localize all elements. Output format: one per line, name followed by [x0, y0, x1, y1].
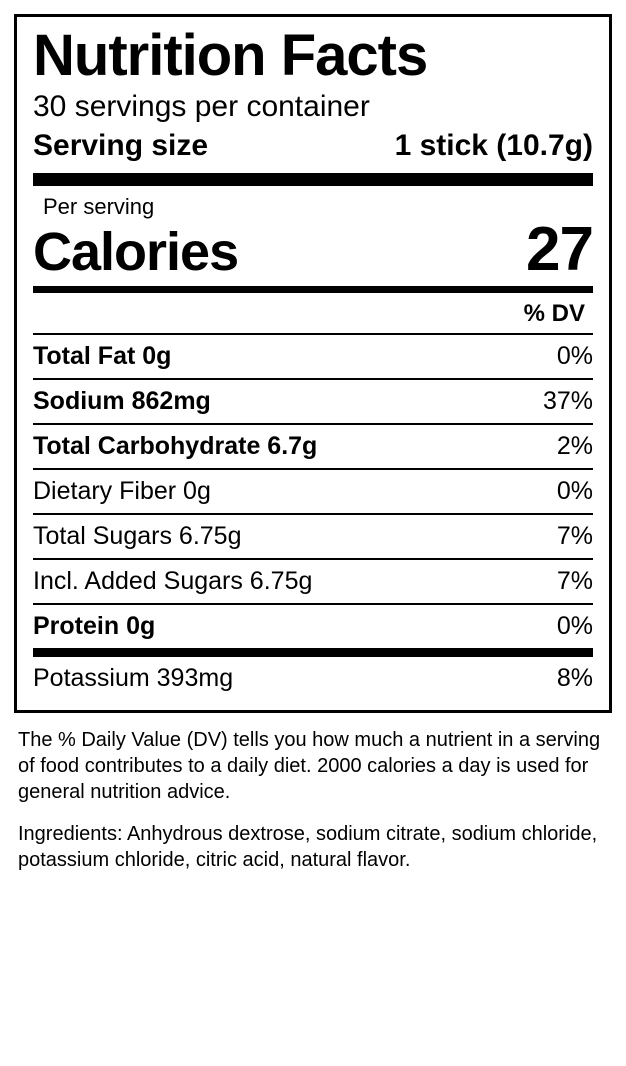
nutrient-name: Incl. Added Sugars 6.75g [33, 559, 473, 604]
nutrient-name: Sodium 862mg [33, 379, 473, 424]
calories-row [33, 215, 593, 284]
nutrient-name: Potassium 393mg [33, 653, 473, 701]
nutrients-table [33, 333, 593, 700]
ingredients-text: Ingredients: Anhydrous dextrose, sodium citrate, sodium chloride, potassium chloride, citric acid, natural flavor. [18, 823, 598, 871]
nutrient-dv: 0% [473, 469, 593, 514]
table-row [33, 514, 593, 559]
table-row [33, 424, 593, 469]
daily-value-footnote: The % Daily Value (DV) tells you how much a nutrient in a serving of food contributes to a daily diet. 2000 calories a day is used for general nutrition advice. [18, 729, 601, 803]
nutrition-facts-panel [14, 14, 612, 713]
per-serving-label: Per serving [43, 194, 155, 219]
serving-size-label: Serving size [33, 129, 209, 162]
table-row [33, 604, 593, 653]
nutrient-dv: 8% [473, 653, 593, 701]
calories-value: 27 [526, 215, 593, 284]
nutrient-name: Total Fat 0g [33, 334, 473, 379]
nutrient-dv: 7% [473, 559, 593, 604]
nutrients-table-body [33, 334, 593, 700]
table-row [33, 334, 593, 379]
nutrient-dv: 2% [473, 424, 593, 469]
daily-value-header: % DV [523, 300, 585, 327]
table-row [33, 469, 593, 514]
table-row [33, 653, 593, 701]
nutrient-dv: 7% [473, 514, 593, 559]
divider-mid-calories [33, 286, 593, 293]
table-row [33, 559, 593, 604]
table-row [33, 379, 593, 424]
nutrient-name: Total Carbohydrate 6.7g [33, 424, 473, 469]
nutrient-name: Protein 0g [33, 604, 473, 653]
calories-label: Calories [33, 222, 239, 282]
nutrient-name: Total Sugars 6.75g [33, 514, 473, 559]
nutrient-dv: 0% [473, 604, 593, 653]
nutrient-name: Dietary Fiber 0g [33, 469, 473, 514]
servings-per-container: 30 servings per container [33, 90, 370, 123]
serving-size-value: 1 stick (10.7g) [394, 129, 593, 162]
nutrient-dv: 0% [473, 334, 593, 379]
page-title: Nutrition Facts [33, 23, 428, 88]
nutrient-dv: 37% [473, 379, 593, 424]
divider-thick-top [33, 173, 593, 186]
serving-size-row [33, 127, 593, 165]
